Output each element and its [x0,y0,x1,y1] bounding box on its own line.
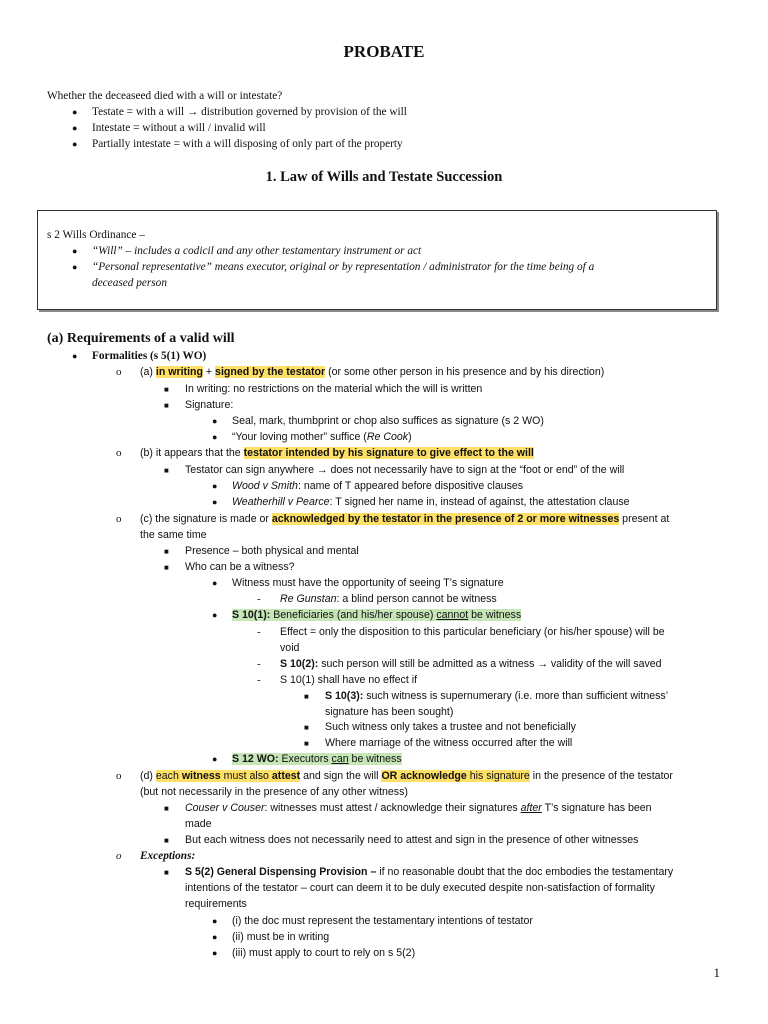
intro-question: Whether the deceaseed died with a will or intestate? [47,90,283,102]
page-number: 1 [713,965,720,980]
section-heading: 1. Law of Wills and Testate Succession [265,169,503,185]
s5-2-dispensing: S 5(2) General Dispensing Provision – if no reasonable doubt that the doc embodies the testamentary [185,866,674,878]
square-bullet-icon: ■ [304,739,309,748]
s10-1-effect-cont: void [280,642,300,654]
square-bullet-icon: ■ [164,547,169,556]
s10-3-trustee: Such witness only takes a trustee and not beneficially [325,721,576,733]
requirement-c-cont: the same time [140,529,207,541]
dash-bullet-icon: - [257,626,261,638]
s10-3-supernumerary: S 10(3): such witness is supernumerary (i.e. more than sufficient witness’ [325,690,669,702]
bullet-icon: ● [72,351,78,361]
req-c-opportunity: Witness must have the opportunity of seeing T’s signature [232,577,504,589]
square-bullet-icon: ■ [164,385,169,394]
req-c-presence: Presence – both physical and mental [185,545,359,557]
case-weatherhill-v-pearce: Weatherhill v Pearce: T signed her name in, instead of against, the attestation clause [232,496,630,508]
requirement-b: (b) it appears that the testator intended by his signature to give effect to the will [140,447,534,459]
intro-bullet-testate: Testate = with a will → distribution governed by provision of the will [92,106,407,118]
s5-2-dispensing-cont: intentions of the testator – court can deem it to be duly executed despite non-satisfaction of formality [185,882,655,894]
req-b-sign-anywhere: Testator can sign anywhere → does not necessarily have to sign at the “foot or end” of the will [185,464,625,476]
s10-2-admitted: S 10(2): such person will still be admitted as a witness → validity of the will saved [280,658,662,670]
box-item-personal-rep-cont: deceased person [92,277,167,289]
square-bullet-icon: ■ [164,563,169,572]
formalities-label: Formalities (s 5(1) WO) [92,350,207,362]
case-couser-v-couser-cont: made [185,818,212,830]
square-bullet-icon: ■ [164,868,169,877]
box-heading: s 2 Wills Ordinance – [47,229,145,241]
bullet-icon: ● [72,123,78,133]
subsection-heading: (a) Requirements of a valid will [47,331,235,346]
box-item-will: “Will” – includes a codicil and any other testamentary instrument or act [92,245,422,257]
square-bullet-icon: ■ [304,723,309,732]
bullet-icon: ● [212,578,218,588]
req-a-writing: In writing: no restrictions on the material which the will is written [185,383,483,395]
s10-1-no-effect: S 10(1) shall have no effect if [280,674,418,686]
requirement-d-cont: (but not necessarily in the presence of any other witness) [140,786,408,798]
s5-2-condition-3: (iii) must apply to court to rely on s 5(2) [232,947,416,959]
dash-bullet-icon: - [257,674,261,686]
req-a-loving-mother: “Your loving mother” suffice (Re Cook) [232,431,412,443]
req-a-signature: Signature: [185,399,234,411]
square-bullet-icon: ■ [164,836,169,845]
circle-bullet-icon: o [116,366,122,378]
bullet-icon: ● [212,497,218,507]
bullet-icon: ● [212,481,218,491]
bullet-icon: ● [212,432,218,442]
document-title: PROBATE [343,42,425,61]
circle-bullet-icon: o [116,850,122,862]
s10-1-beneficiaries: S 10(1): Beneficiaries (and his/her spouse) cannot be witness [232,609,522,621]
square-bullet-icon: ■ [164,804,169,813]
s12-executors: S 12 WO: Executors can be witness [232,753,402,765]
req-d-each-witness: But each witness does not necessarily need to attest and sign in the presence of other witnesses [185,834,639,846]
bullet-icon: ● [72,246,78,256]
s5-2-condition-1: (i) the doc must represent the testamentary intentions of testator [232,915,533,927]
case-re-gunstan: Re Gunstan: a blind person cannot be witness [280,593,497,605]
bullet-icon: ● [212,916,218,926]
intro-bullet-partial: Partially intestate = with a will disposing of only part of the property [92,138,403,150]
dash-bullet-icon: - [257,658,261,670]
bullet-icon: ● [212,416,218,426]
bullet-icon: ● [212,754,218,764]
bullet-icon: ● [72,139,78,149]
circle-bullet-icon: o [116,447,122,459]
requirement-c: (c) the signature is made or acknowledged by the testator in the presence of 2 or more witnesses present at [140,513,670,525]
square-bullet-icon: ■ [164,401,169,410]
circle-bullet-icon: o [116,513,122,525]
case-couser-v-couser: Couser v Couser: witnesses must attest / acknowledge their signatures after T’s signature has been [185,802,652,814]
bullet-icon: ● [212,932,218,942]
s10-3-marriage: Where marriage of the witness occurred after the will [325,737,573,749]
case-wood-v-smith: Wood v Smith: name of T appeared before dispositive clauses [232,480,524,492]
intro-bullet-intestate: Intestate = without a will / invalid will [92,122,266,134]
bullet-icon: ● [72,107,78,117]
square-bullet-icon: ■ [304,692,309,701]
req-c-who-witness: Who can be a witness? [185,561,295,573]
square-bullet-icon: ■ [164,466,169,475]
req-a-seal: Seal, mark, thumbprint or chop also suffices as signature (s 2 WO) [232,415,544,427]
exceptions-label: Exceptions: [140,850,196,862]
circle-bullet-icon: o [116,770,122,782]
dash-bullet-icon: - [257,593,261,605]
box-item-personal-rep: “Personal representative” means executor, original or by representation / administrator for the time being of a [92,261,595,273]
s5-2-condition-2: (ii) must be in writing [232,931,330,943]
s10-3-supernumerary-cont: signature has been sought) [325,706,454,718]
s10-1-effect: Effect = only the disposition to this particular beneficiary (or his/her spouse) will be [280,626,665,638]
requirement-a: (a) in writing + signed by the testator (or some other person in his presence and by his direction) [140,366,605,378]
bullet-icon: ● [212,948,218,958]
requirement-d: (d) each witness must also attest and sign the will OR acknowledge his signature in the presence of the testator [140,770,673,782]
bullet-icon: ● [212,610,218,620]
s5-2-dispensing-cont2: requirements [185,898,247,910]
bullet-icon: ● [72,262,78,272]
